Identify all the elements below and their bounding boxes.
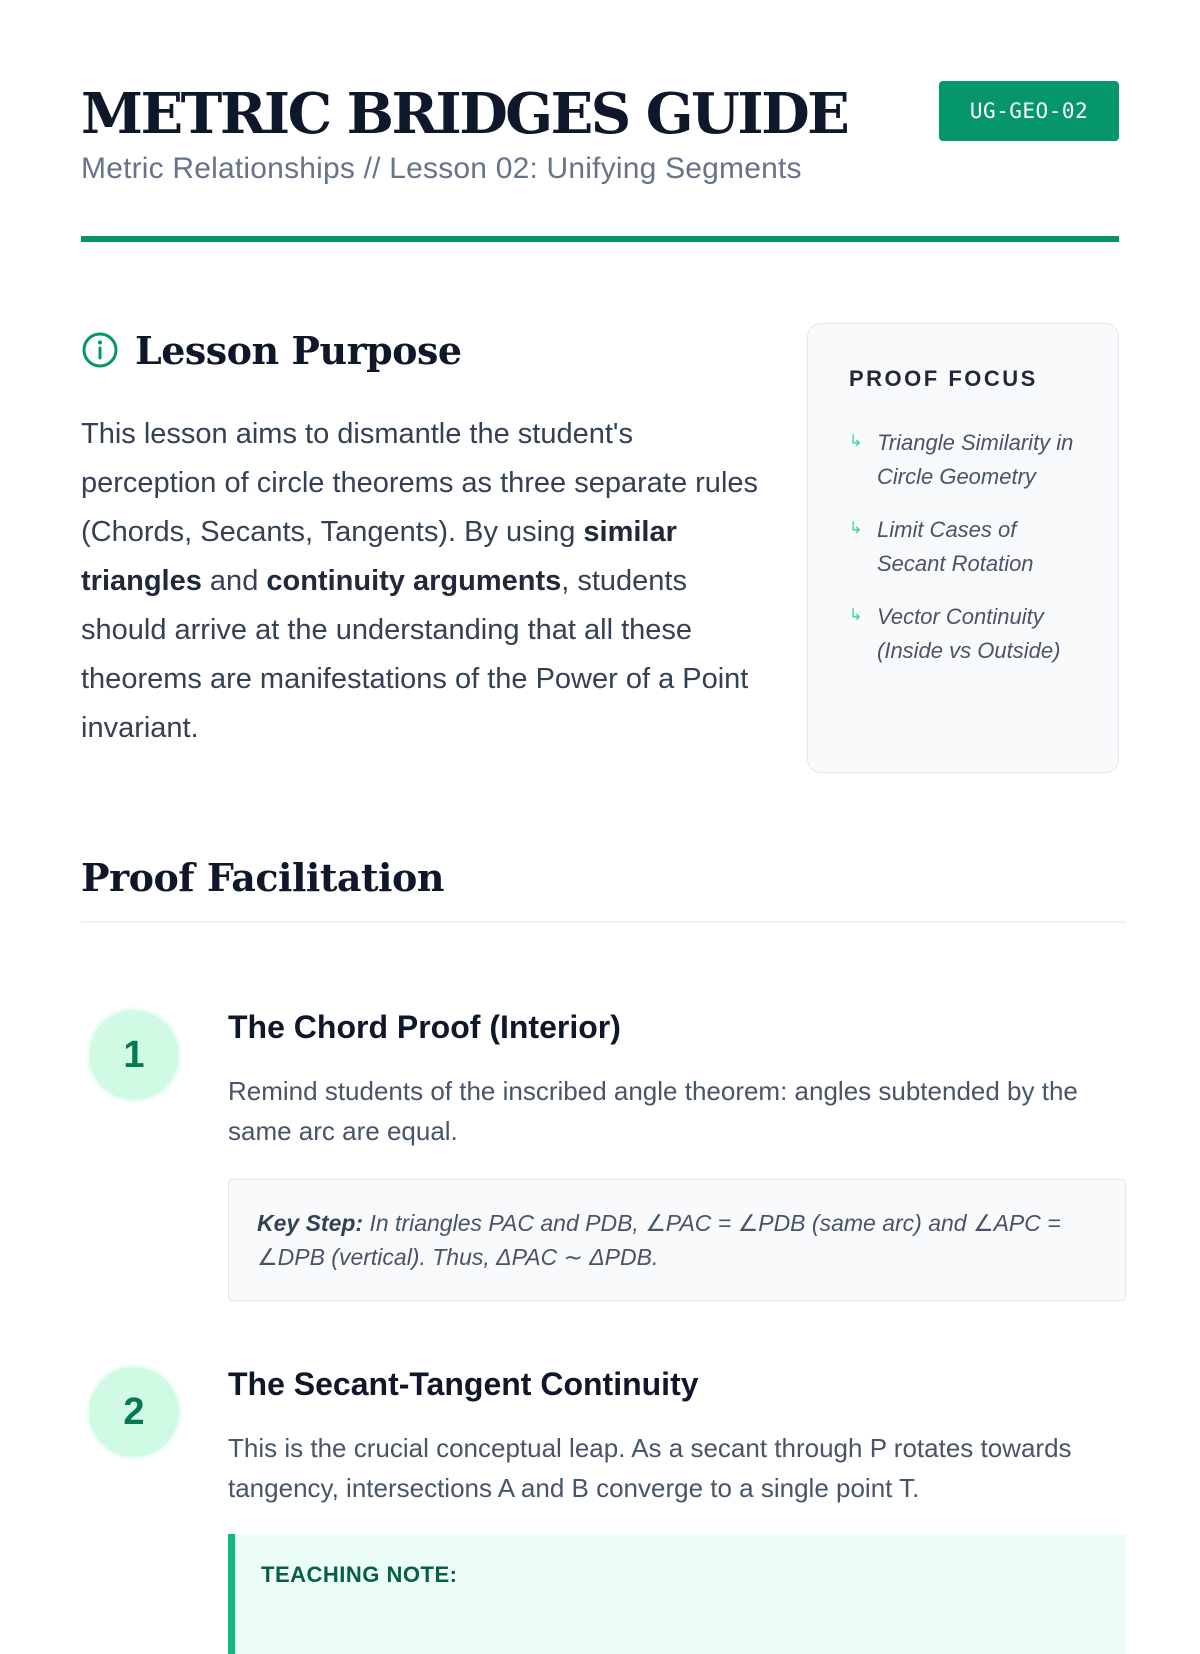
step-body <box>228 1007 1126 1301</box>
purpose-text-part: and <box>201 565 267 597</box>
purpose-heading <box>81 328 771 372</box>
lesson-code-badge: UG-GEO-02 <box>939 81 1119 141</box>
proof-focus-item-label: Limit Cases of Secant Rotation <box>877 517 1034 576</box>
key-step-text: In triangles PAC and PDB, ∠PAC = ∠PDB (same arc) and ∠APC = ∠DPB (vertical). Thus, ΔPAC ∼ ΔPDB. <box>257 1210 1061 1270</box>
key-step-box <box>228 1179 1126 1301</box>
info-icon <box>81 331 119 369</box>
step-title: The Secant-Tangent Continuity <box>228 1366 699 1402</box>
purpose-content <box>81 328 771 753</box>
step-number-badge: 1 <box>86 1007 182 1103</box>
step-body <box>228 1364 1126 1654</box>
step-title: The Chord Proof (Interior) <box>228 1009 621 1045</box>
teaching-note-label: TEACHING NOTE: <box>261 1562 458 1587</box>
purpose-paragraph <box>81 410 771 753</box>
key-step-label: Key Step: <box>257 1210 364 1236</box>
step-description: This is the crucial conceptual leap. As a secant through P rotates towards tangency, intersections A and B converge to a single point T. <box>228 1433 1072 1503</box>
purpose-text-part: , students should arrive at the understanding that all these theorems are manifestations of the Power of a Point invariant. <box>81 565 749 744</box>
proof-focus-list <box>849 426 1088 668</box>
return-arrow-icon: ↳ <box>849 520 863 537</box>
proof-focus-title: PROOF FOCUS <box>849 366 1038 391</box>
proof-facilitation-header <box>81 855 1126 923</box>
page-header <box>81 0 1119 242</box>
purpose-title: Lesson Purpose <box>135 327 462 373</box>
proof-focus-item <box>849 513 1088 581</box>
proof-focus-item <box>849 426 1088 494</box>
proof-focus-card <box>807 323 1119 773</box>
return-arrow-icon: ↳ <box>849 433 863 450</box>
return-arrow-icon: ↳ <box>849 607 863 624</box>
proof-focus-item <box>849 600 1088 668</box>
step-description: Remind students of the inscribed angle theorem: angles subtended by the same arc are equal. <box>228 1076 1078 1146</box>
purpose-bold-term: continuity arguments <box>266 565 562 597</box>
page-subtitle: Metric Relationships // Lesson 02: Unifying Segments <box>81 152 802 185</box>
page-title: METRIC BRIDGES GUIDE <box>81 81 848 147</box>
proof-focus-item-label: Triangle Similarity in Circle Geometry <box>877 430 1074 489</box>
purpose-text-part: This lesson aims to dismantle the student's perception of circle theorems as three separate rules (Chords, Secants, Tangents). By using <box>81 418 759 548</box>
purpose-bold-term: similar triangles <box>81 516 677 597</box>
proof-facilitation-title: Proof Facilitation <box>81 855 444 900</box>
lesson-purpose-section <box>81 242 1119 762</box>
step-number-badge: 2 <box>86 1364 182 1460</box>
proof-focus-item-label: Vector Continuity (Inside vs Outside) <box>877 604 1061 663</box>
teaching-note-box <box>228 1534 1126 1654</box>
